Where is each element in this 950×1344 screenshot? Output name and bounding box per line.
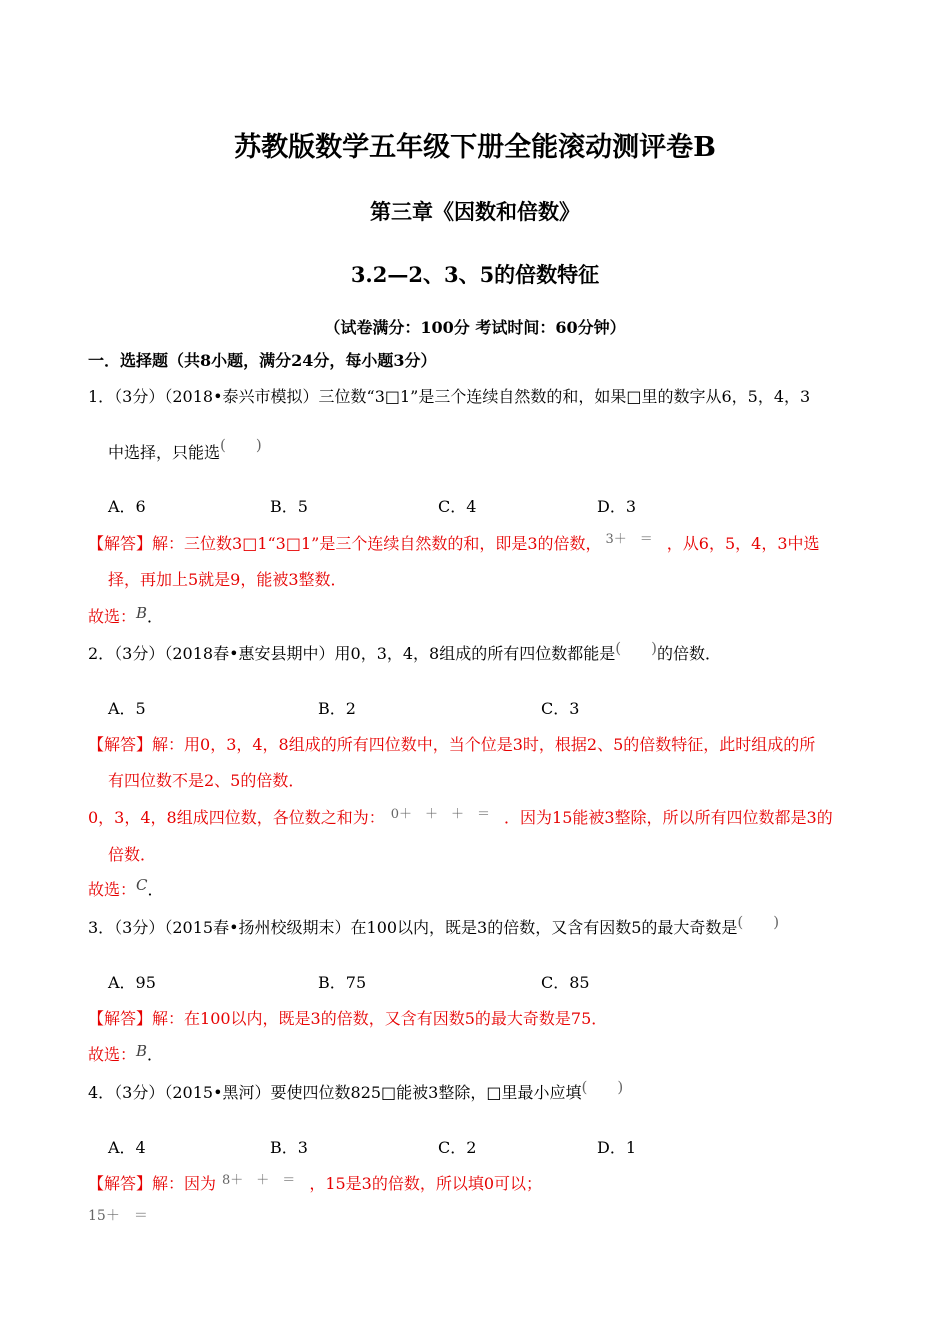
choose-label: 故选：	[88, 607, 137, 626]
choose-end: ．	[147, 880, 164, 899]
q4-answer-line-2: 15＋ ＝	[88, 1208, 148, 1224]
answer-label: 【解答】	[88, 1009, 153, 1028]
choose-label: 故选：	[88, 880, 137, 899]
answer-paren: ( )	[581, 1078, 624, 1096]
question-3-text: 3．（3分）（2015春•扬州校级期末）在100以内，既是3的倍数，又含有因数5的最大奇数是	[88, 918, 738, 937]
choose-end: ．	[147, 1045, 164, 1064]
q2-answer-line-3	[88, 805, 833, 828]
q2-choose	[88, 877, 164, 900]
question-2-line-1	[88, 641, 721, 664]
choose-value: B	[136, 1042, 148, 1060]
q3-answer-line-1	[88, 1006, 607, 1029]
answer-expression: 3＋ ＝	[605, 532, 653, 547]
part-heading: 一．选择题（共8小题，满分24分，每小题3分）	[88, 351, 437, 370]
answer-expression: 0＋ ＋ ＋ ＝	[390, 807, 491, 822]
q4-answer-line-1	[88, 1171, 542, 1194]
question-1-line-2	[108, 436, 262, 463]
answer-paren: ( )	[737, 913, 780, 931]
q2-answer-line-4: 倍数．	[108, 845, 157, 864]
exam-info: （试卷满分：100分 考试时间：60分钟）	[324, 318, 626, 337]
q3-option-a: A．95	[108, 973, 156, 992]
answer-paren: ( )	[220, 436, 262, 454]
answer-text: 解：三位数3□1“3□1”是三个连续自然数的和，即是3的倍数，	[152, 534, 602, 553]
q2-answer-line-2: 有四位数不是2、5的倍数．	[108, 771, 305, 790]
q1-answer-line-2: 择，再加上5就是9，能被3整数．	[108, 570, 347, 589]
answer-label: 【解答】	[88, 534, 153, 553]
q4-option-b: B．3	[270, 1138, 308, 1157]
answer-text: 0，3，4，8组成四位数，各位数之和为：	[88, 808, 385, 827]
q1-option-d: D．3	[597, 497, 637, 516]
section-title: 3.2—2、3、5的倍数特征	[350, 262, 600, 287]
q2-option-b: B．2	[318, 699, 356, 718]
question-3-line-1	[88, 915, 779, 938]
choose-label: 故选：	[88, 1045, 137, 1064]
q1-option-c: C．4	[438, 497, 477, 516]
q2-answer-line-1	[88, 732, 815, 755]
answer-expression: 8＋ ＋ ＝	[222, 1173, 296, 1188]
choose-end: ．	[147, 607, 164, 626]
question-2-text-end: 的倍数．	[656, 644, 721, 663]
answer-text: 解：因为	[152, 1174, 217, 1193]
question-2-text: 2．（3分）（2018春•惠安县期中）用0，3，4，8组成的所有四位数都能是	[88, 644, 616, 663]
q3-option-c: C．85	[541, 973, 590, 992]
question-1-text: 中选择，只能选	[108, 443, 221, 462]
question-4-line-1	[88, 1080, 623, 1103]
q1-option-a: A．6	[108, 497, 146, 516]
choose-value: C	[136, 876, 148, 894]
answer-text-end: ，从6，5，4，3中选	[666, 534, 820, 553]
q3-option-b: B．75	[318, 973, 367, 992]
answer-text: 解：用0，3，4，8组成的所有四位数中，当个位是3时，根据2、5的倍数特征，此时组成的所	[152, 735, 816, 754]
q2-option-c: C．3	[541, 699, 580, 718]
q1-choose	[88, 604, 163, 627]
q3-choose	[88, 1042, 163, 1065]
q1-answer-line-1	[88, 531, 820, 554]
chapter-title: 第三章《因数和倍数》	[370, 199, 580, 224]
choose-value: B	[136, 604, 148, 622]
answer-text-end: ．因为15能被3整除，所以所有四位数都是3的	[504, 808, 833, 827]
q4-option-d: D．1	[597, 1138, 637, 1157]
answer-text-end: ，15是3的倍数，所以填0可以；	[309, 1174, 543, 1193]
q1-option-b: B．5	[270, 497, 308, 516]
q2-option-a: A．5	[108, 699, 146, 718]
q4-option-c: C．2	[438, 1138, 477, 1157]
question-1-line-1: 1．（3分）（2018•泰兴市模拟）三位数“3□1”是三个连续自然数的和，如果□里的数字从6，5，4，3	[88, 387, 811, 406]
question-4-text: 4．（3分）（2015•黑河）要使四位数825□能被3整除，□里最小应填	[88, 1083, 582, 1102]
answer-text: 解：在100以内，既是3的倍数，又含有因数5的最大奇数是75．	[152, 1009, 608, 1028]
page-title: 苏教版数学五年级下册全能滚动测评卷B	[234, 132, 716, 163]
answer-paren: ( )	[615, 639, 657, 657]
answer-label: 【解答】	[88, 735, 153, 754]
q4-option-a: A．4	[108, 1138, 146, 1157]
answer-label: 【解答】	[88, 1174, 153, 1193]
